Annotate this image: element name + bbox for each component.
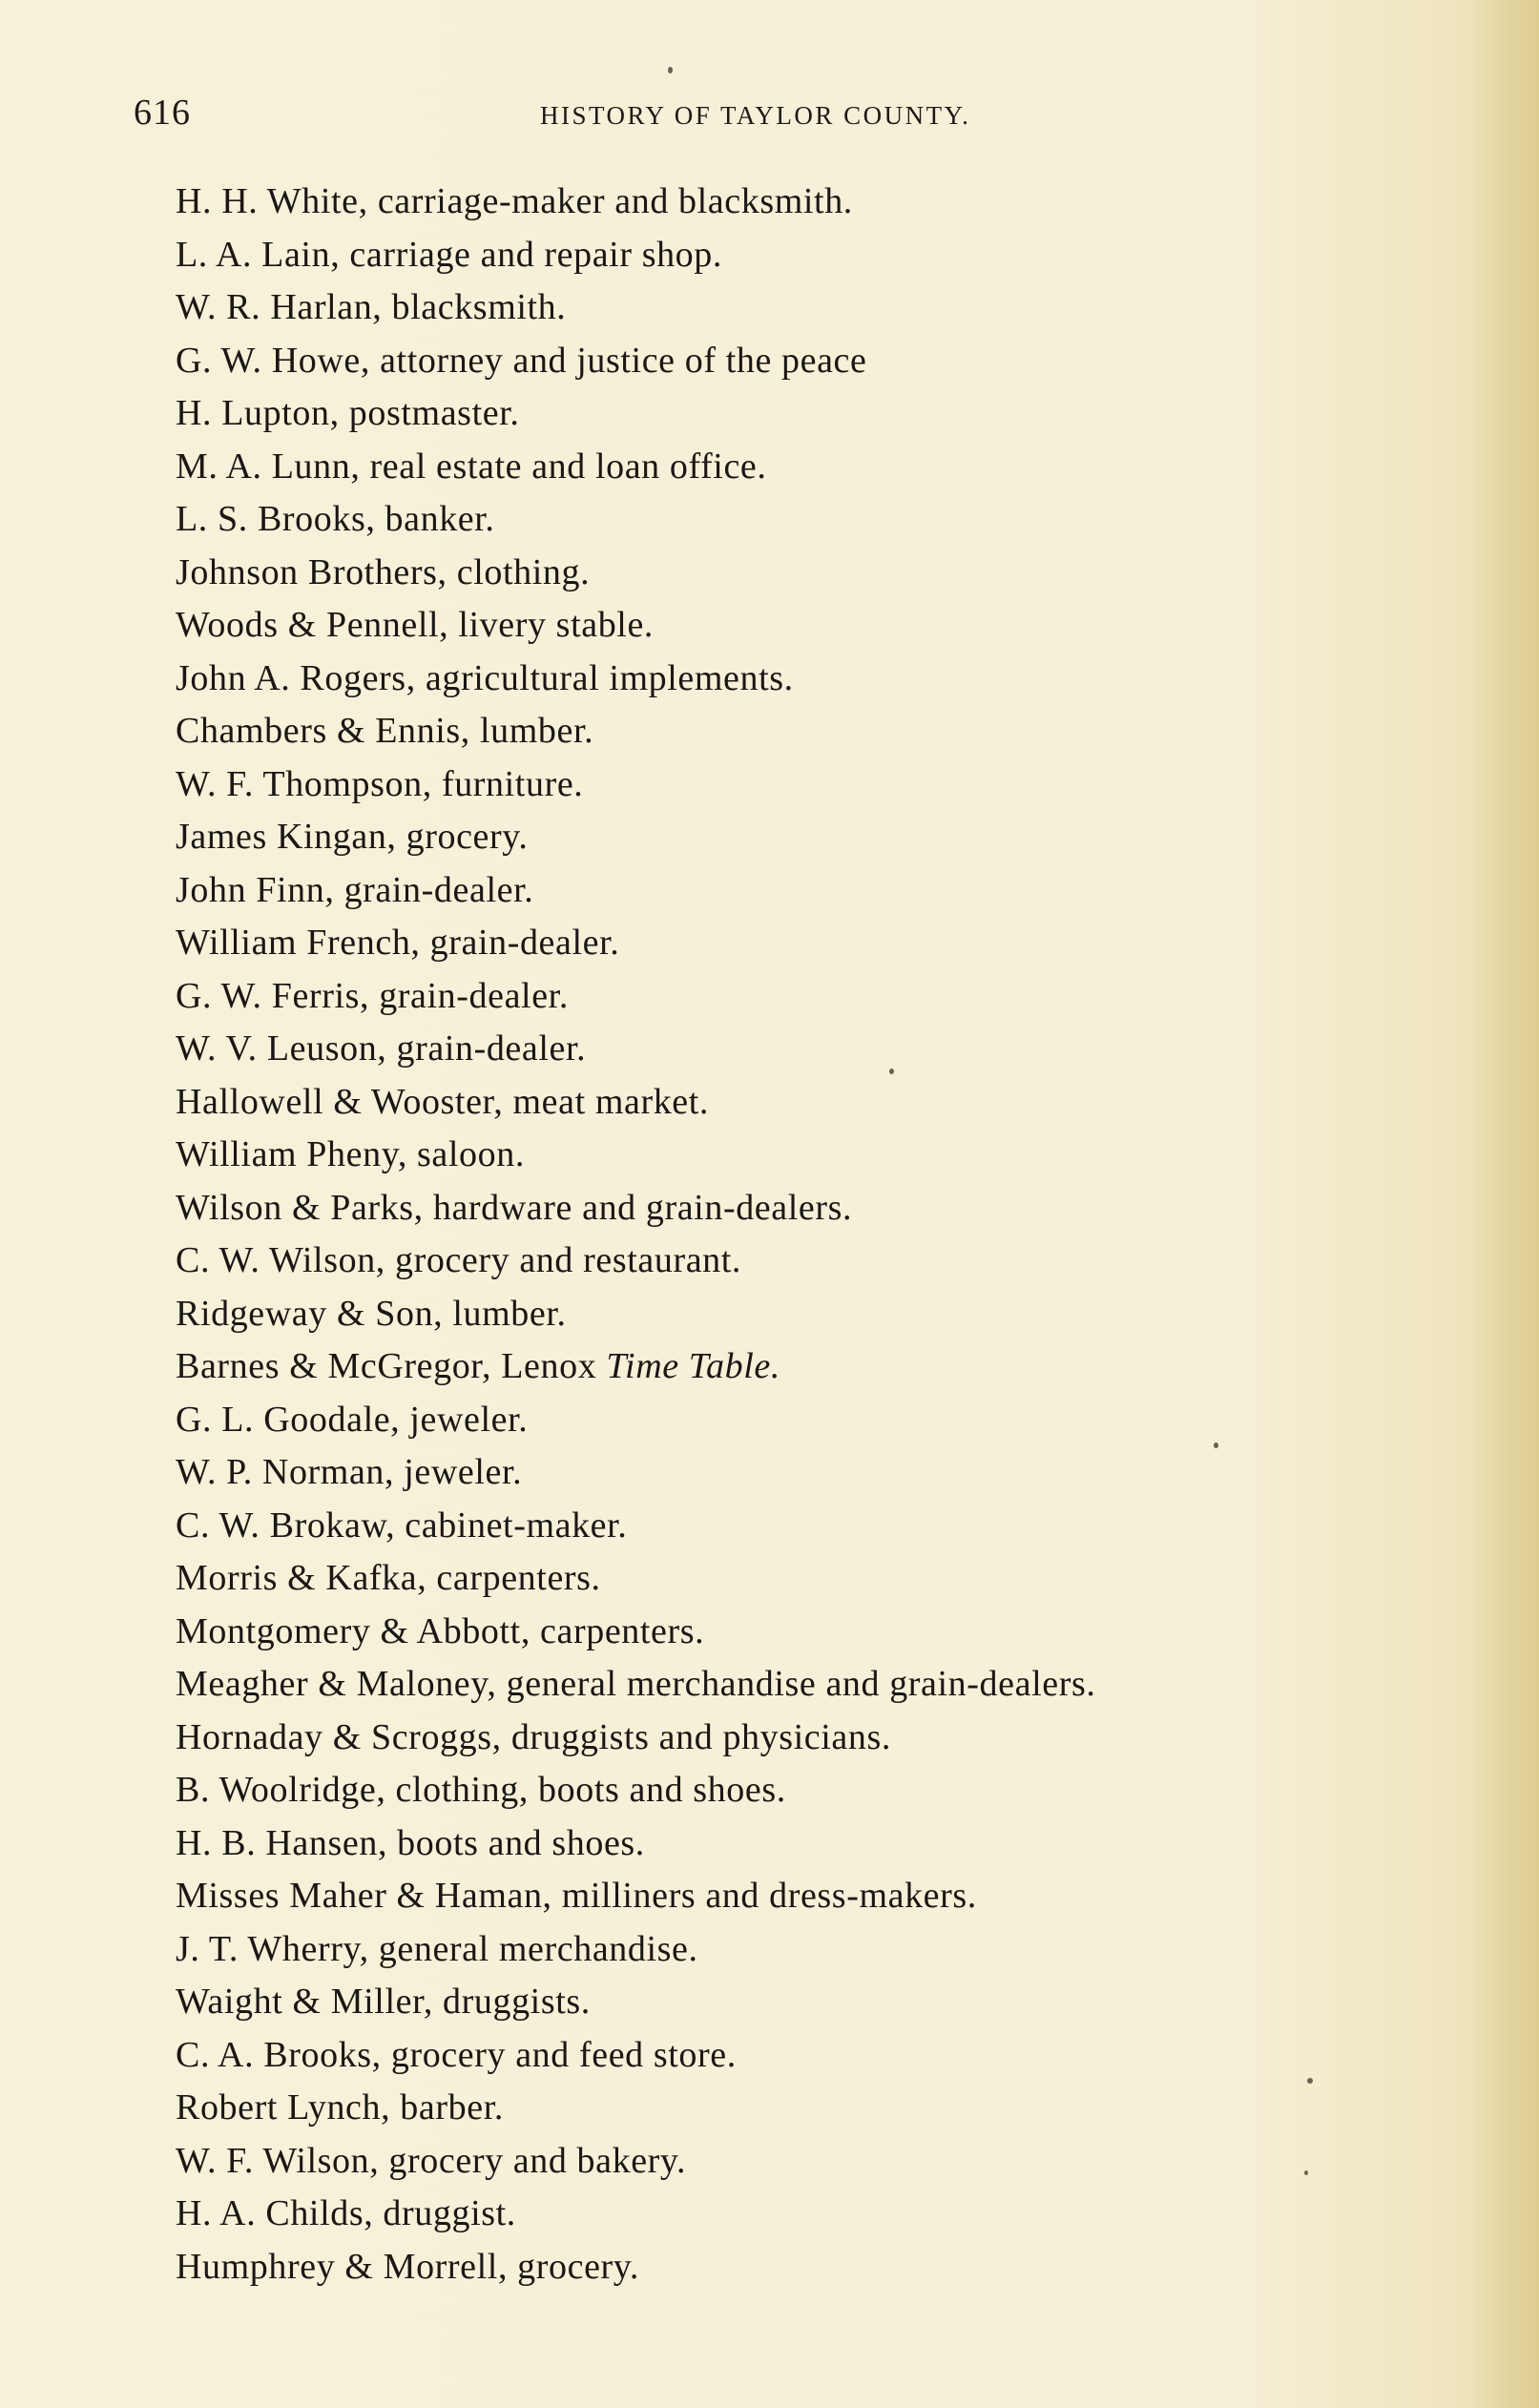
directory-entry: J. T. Wherry, general merchandise. <box>176 1928 698 1969</box>
directory-entry: B. Woolridge, clothing, boots and shoes. <box>176 1770 786 1810</box>
paper-speck <box>1307 2078 1313 2084</box>
directory-entry: L. A. Lain, carriage and repair shop. <box>176 234 722 275</box>
directory-entry: H. Lupton, postmaster. <box>176 393 520 433</box>
directory-entry: William French, grain-dealer. <box>176 923 620 963</box>
directory-entry: W. V. Leuson, grain-dealer. <box>176 1028 587 1069</box>
directory-entry: W. P. Norman, jeweler. <box>176 1452 523 1492</box>
directory-entry: G. W. Howe, attorney and justice of the peace <box>176 340 867 381</box>
paper-speck <box>668 67 673 73</box>
directory-entry: G. L. Goodale, jeweler. <box>176 1399 529 1440</box>
directory-entry: W. R. Harlan, blacksmith. <box>176 287 567 327</box>
directory-entry: C. W. Wilson, grocery and restaurant. <box>176 1240 742 1280</box>
directory-entry: John A. Rogers, agricultural implements. <box>176 657 794 698</box>
directory-entry: G. W. Ferris, grain-dealer. <box>176 975 569 1016</box>
directory-entry: Johnson Brothers, clothing. <box>176 551 591 592</box>
directory-entry: John Finn, grain-dealer. <box>176 869 534 910</box>
directory-entry: W. F. Wilson, grocery and bakery. <box>176 2140 687 2181</box>
directory-entry: Wilson & Parks, hardware and grain-dealers. <box>176 1187 853 1228</box>
directory-entry: Chambers & Ennis, lumber. <box>176 711 594 751</box>
directory-entry: H. B. Hansen, boots and shoes. <box>176 1822 645 1863</box>
directory-entry: James Kingan, grocery. <box>176 817 529 857</box>
directory-entry: H. A. Childs, druggist. <box>176 2193 516 2233</box>
directory-entry: Hallowell & Wooster, meat market. <box>176 1081 710 1122</box>
directory-entry <box>176 1340 1359 1394</box>
running-title: HISTORY OF TAYLOR COUNTY. <box>540 101 971 130</box>
directory-entry: Montgomery & Abbott, carpenters. <box>176 1610 705 1651</box>
directory-entry: L. S. Brooks, banker. <box>176 499 495 539</box>
directory-entry: Misses Maher & Haman, milliners and dress-makers. <box>176 1876 977 1916</box>
entry-text: Barnes & McGregor, Lenox <box>176 1346 607 1386</box>
directory-entry: Waight & Miller, druggists. <box>176 1982 591 2022</box>
directory-entry: William Pheny, saloon. <box>176 1134 525 1174</box>
page-header <box>134 92 1088 149</box>
directory-entry: H. H. White, carriage-maker and blacksmith. <box>176 181 853 221</box>
directory-entry: Meagher & Maloney, general merchandise and grain-dealers. <box>176 1664 1096 1704</box>
page-edge-shadow <box>1472 0 1539 2408</box>
directory-entry: W. F. Thompson, furniture. <box>176 763 584 804</box>
directory-entry: C. A. Brooks, grocery and feed store. <box>176 2034 737 2075</box>
directory-entry: C. W. Brokaw, cabinet-maker. <box>176 1505 628 1546</box>
paper-speck <box>1214 1443 1218 1448</box>
directory-entry: M. A. Lunn, real estate and loan office. <box>176 446 767 487</box>
page-number: 616 <box>134 93 191 133</box>
directory-entry: Ridgeway & Son, lumber. <box>176 1293 567 1334</box>
directory-entry: Morris & Kafka, carpenters. <box>176 1558 601 1598</box>
directory-entry: Hornaday & Scroggs, druggists and physicians. <box>176 1716 891 1757</box>
directory-entry: Woods & Pennell, livery stable. <box>176 605 655 645</box>
paper-speck <box>1304 2170 1308 2175</box>
directory-entry: Robert Lynch, barber. <box>176 2087 504 2128</box>
entry-italic-text: Time Table. <box>606 1346 780 1386</box>
business-directory-list <box>176 176 1359 2294</box>
paper-speck <box>889 1069 894 1074</box>
directory-entry: Humphrey & Morrell, grocery. <box>176 2246 640 2287</box>
